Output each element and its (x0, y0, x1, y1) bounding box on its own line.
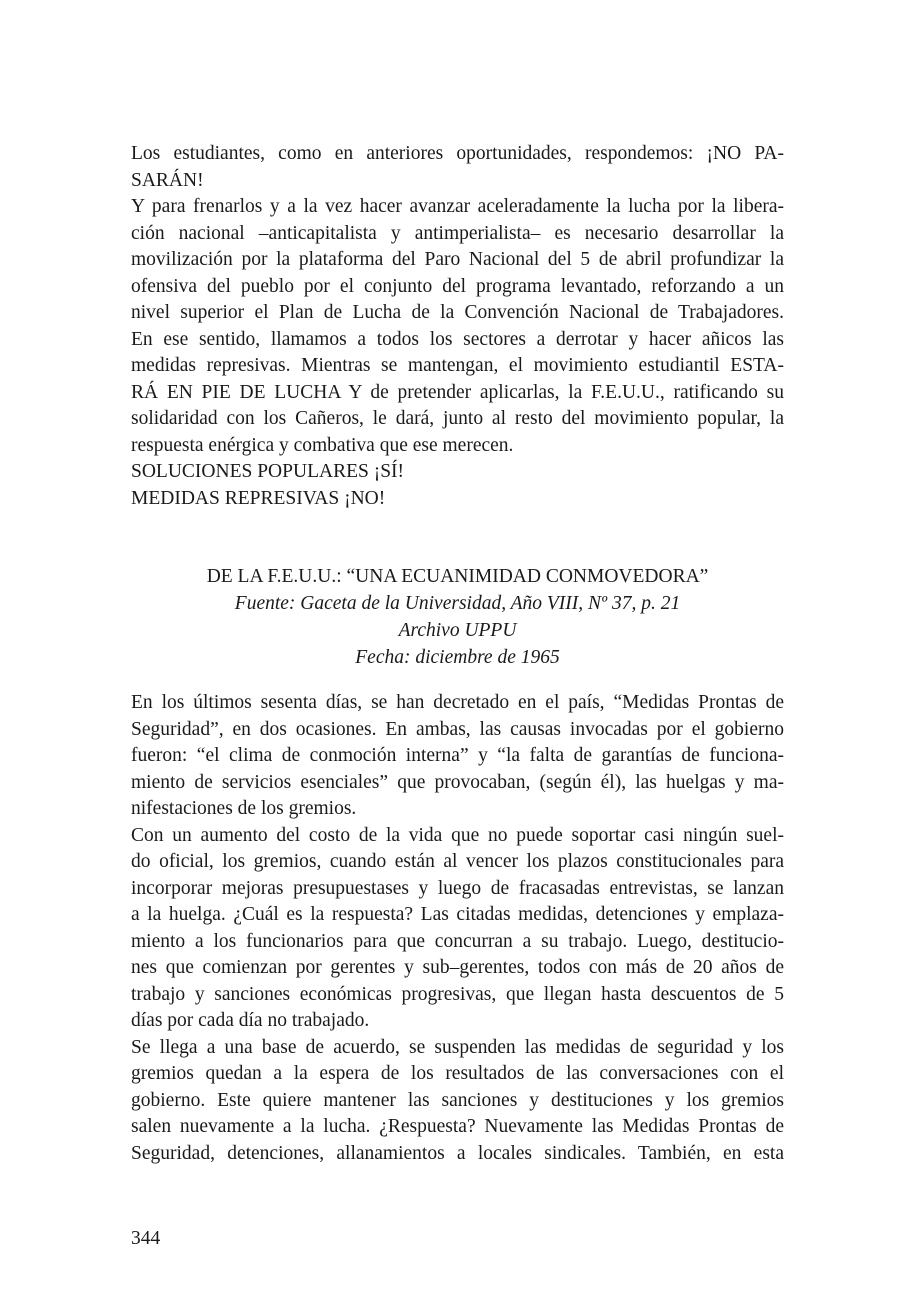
text-line: Con un aumento del costo de la vida que no puede soportar casi ningún suel- (131, 824, 784, 846)
text-line: gobierno. Este quiere mantener las sanciones y destituciones y los gremios (131, 1089, 784, 1111)
text-line: medidas represivas. Mientras se mantengan, el movimiento estudiantil ESTA- (131, 355, 784, 376)
heading-date: Fecha: diciembre de 1965 (355, 647, 560, 668)
text-line: RÁ EN PIE DE LUCHA Y de pretender aplicarlas, la F.E.U.U., ratificando su (131, 381, 784, 403)
text-line: fueron: “el clima de conmoción interna” y “la falta de garantías de funciona- (131, 745, 784, 766)
text-line: ción nacional –anticapitalista y antimperialista– es necesario desarrollar la (131, 222, 784, 244)
text-line: solidaridad con los Cañeros, le dará, junto al resto del movimiento popular, la (131, 408, 784, 429)
heading-source: Fuente: Gaceta de la Universidad, Año VIII, Nº 37, p. 21 (234, 593, 681, 614)
text-line: movilización por la plataforma del Paro Nacional del 5 de abril profundizar la (131, 249, 784, 270)
text-line: nifestaciones de los gremios. (131, 798, 357, 819)
heading-title: DE LA F.E.U.U.: “UNA ECUANIMIDAD CONMOVEDORA” (206, 566, 709, 587)
text-line: Se llega a una base de acuerdo, se suspenden las medidas de seguridad y los (131, 1036, 784, 1058)
document-heading (131, 563, 784, 671)
text-line: nes que comienzan por gerentes y sub–gerentes, todos con más de 20 años de (131, 957, 784, 978)
text-line: ofensiva del pueblo por el conjunto del programa levantado, reforzando a un (131, 275, 784, 297)
text-line: a la huelga. ¿Cuál es la respuesta? Las citadas medidas, detenciones y emplaza- (131, 904, 784, 925)
text-line: En los últimos sesenta días, se han decretado en el país, “Medidas Prontas de (131, 692, 784, 713)
text-line: incorporar mejoras presupuestases y luego de fracasadas entrevistas, se lanzan (131, 877, 784, 899)
slogan-line: MEDIDAS REPRESIVAS ¡NO! (131, 487, 386, 509)
text-line: miento de servicios esenciales” que provocaban, (según él), las huelgas y ma- (131, 771, 784, 793)
text-line: Seguridad, detenciones, allanamientos a locales sindicales. También, en esta (131, 1142, 784, 1164)
text-line: días por cada día no trabajado. (131, 1010, 370, 1031)
text-line: SARÁN! (131, 169, 204, 191)
slogan-line: SOLUCIONES POPULARES ¡SÍ! (131, 461, 405, 482)
text-line: miento a los funcionarios para que concurran a su trabajo. Luego, destitucio- (131, 930, 784, 952)
text-line: gremios quedan a la espera de los resultados de las conversaciones con el (131, 1063, 784, 1084)
text-line: En ese sentido, llamamos a todos los sectores a derrotar y hacer añicos las (131, 328, 784, 350)
text-line: do oficial, los gremios, cuando están al vencer los plazos constitucionales para (131, 851, 784, 872)
text-line: Los estudiantes, como en anteriores oportunidades, respondemos: ¡NO PA- (131, 143, 784, 164)
text-line: trabajo y sanciones económicas progresivas, que llegan hasta descuentos de 5 (131, 983, 784, 1005)
body-section-2 (131, 690, 784, 1167)
text-line: respuesta enérgica y combativa que ese merecen. (131, 434, 514, 456)
text-line: Seguridad”, en dos ocasiones. En ambas, las causas invocadas por el gobierno (131, 718, 784, 740)
text-line: nivel superior el Plan de Lucha de la Convención Nacional de Trabajadores. (131, 302, 784, 323)
text-line: salen nuevamente a la lucha. ¿Respuesta? Nuevamente las Medidas Prontas de (131, 1116, 784, 1137)
page-number: 344 (131, 1228, 161, 1249)
text-line: Y para frenarlos y a la vez hacer avanzar aceleradamente la lucha por la libera- (131, 196, 784, 217)
heading-archive: Archivo UPPU (398, 620, 517, 641)
body-section-1 (131, 141, 784, 512)
